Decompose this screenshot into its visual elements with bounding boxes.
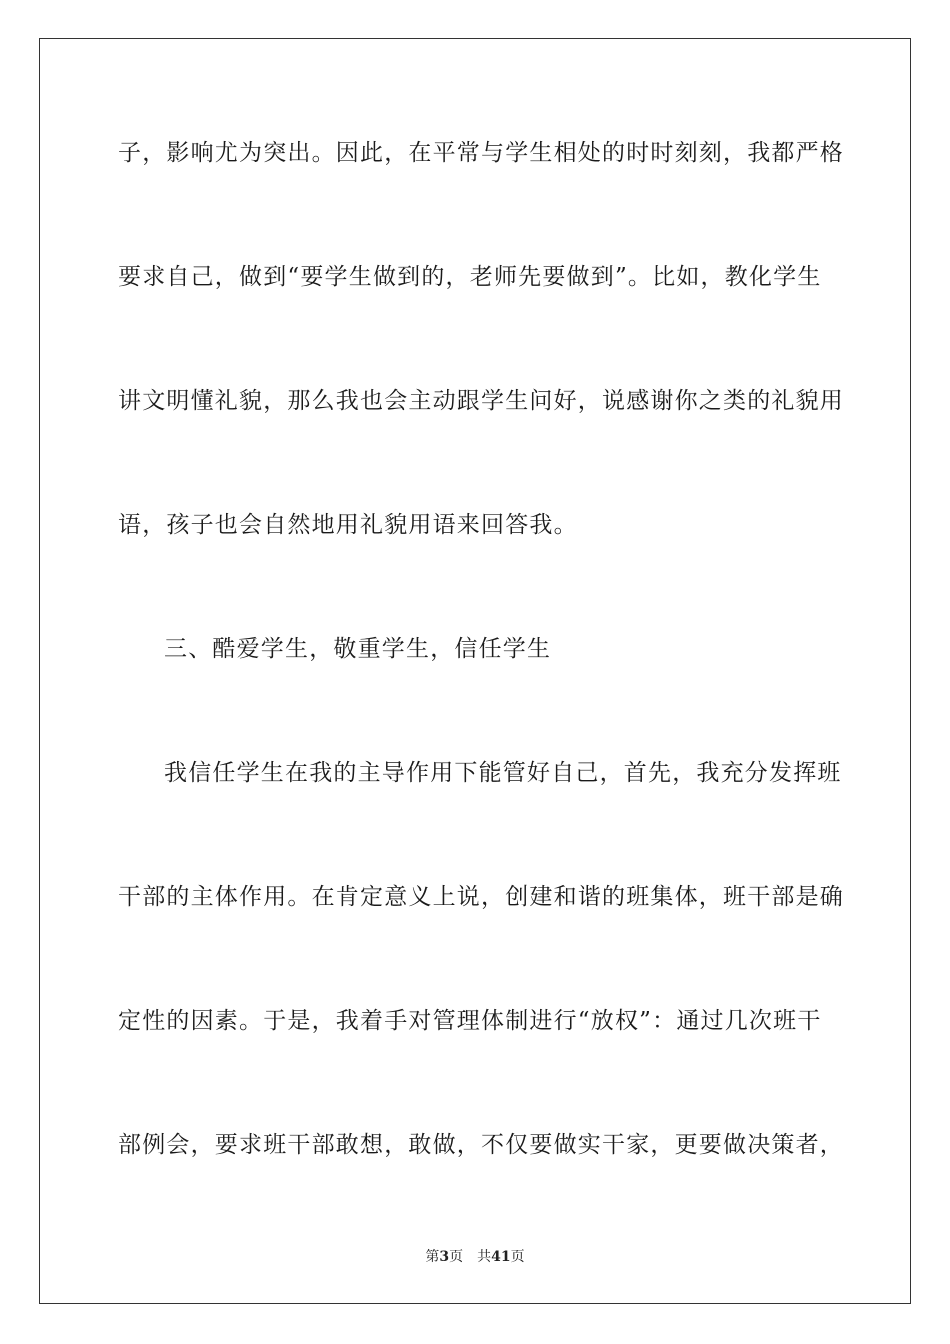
page-prefix: 第 <box>425 1249 440 1265</box>
page-number: 3 <box>439 1249 450 1265</box>
page-footer <box>0 1248 950 1266</box>
body-line-4: 语，孩子也会自然地用礼貌用语来回答我。 <box>118 512 578 538</box>
body-line-2: 要求自己，做到“要学生做到的，老师先要做到”。比如，教化学生 <box>118 264 822 290</box>
total-prefix: 共 <box>477 1249 492 1265</box>
body-line-3: 讲文明懂礼貌，那么我也会主动跟学生问好，说感谢你之类的礼貌用 <box>118 388 844 414</box>
total-suffix: 页 <box>510 1249 525 1265</box>
section-heading: 三、酷爱学生，敬重学生，信任学生 <box>164 636 552 662</box>
body-line-9: 部例会，要求班干部敢想，敢做，不仅要做实干家，更要做决策者， <box>118 1132 844 1158</box>
body-line-6: 我信任学生在我的主导作用下能管好自己，首先，我充分发挥班 <box>164 760 842 786</box>
body-line-8: 定性的因素。于是，我着手对管理体制进行“放权”：通过几次班干 <box>118 1008 822 1034</box>
body-line-7: 干部的主体作用。在肯定意义上说，创建和谐的班集体，班干部是确 <box>118 884 844 910</box>
total-pages: 41 <box>491 1249 511 1265</box>
body-line-1: 子，影响尤为突出。因此，在平常与学生相处的时时刻刻，我都严格 <box>118 140 844 166</box>
page-border <box>39 38 911 1304</box>
page-suffix: 页 <box>449 1249 464 1265</box>
